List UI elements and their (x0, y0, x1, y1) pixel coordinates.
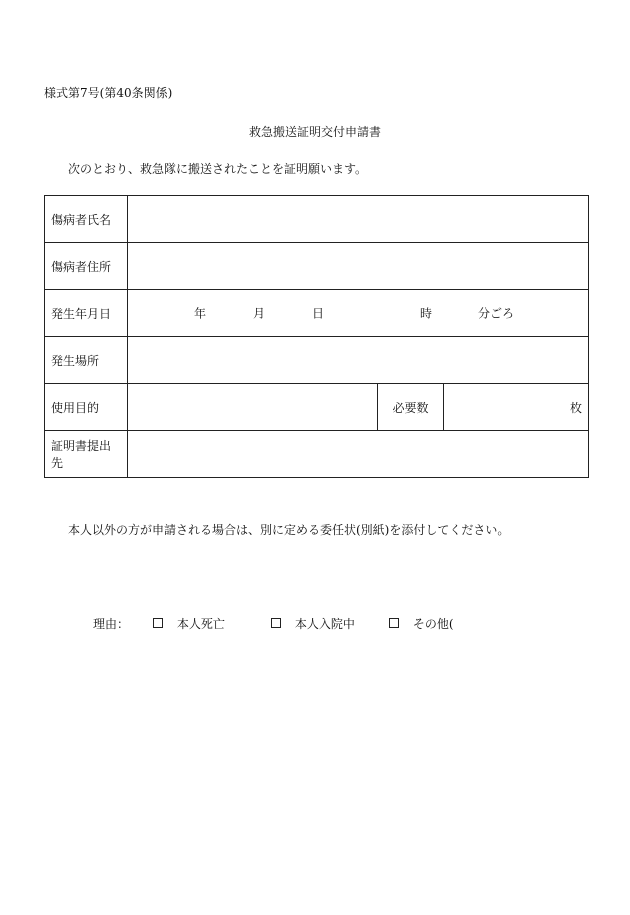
application-form-table (44, 195, 589, 478)
count-unit-label: 枚 (570, 400, 583, 415)
date-year-label: 年 (194, 306, 207, 321)
form-number: 様式第7号(第40条関係) (44, 86, 173, 100)
checkbox-other-icon[interactable] (389, 618, 399, 628)
row-occurrence-place (45, 337, 589, 384)
row-purpose (45, 384, 589, 431)
reason-option-hospitalized[interactable] (271, 615, 355, 632)
date-month-label: 月 (253, 306, 266, 321)
occurrence-date-field[interactable] (128, 290, 589, 337)
patient-address-field[interactable] (128, 243, 589, 290)
patient-address-label: 傷病者住所 (45, 243, 128, 290)
row-occurrence-date (45, 290, 589, 337)
date-day-label: 日 (312, 306, 325, 321)
patient-name-field[interactable] (128, 196, 589, 243)
intro-text: 次のとおり、救急隊に搬送されたことを証明願います。 (68, 162, 368, 176)
checkbox-deceased-icon[interactable] (153, 618, 163, 628)
document-title: 救急搬送証明交付申請書 (248, 125, 381, 139)
reason-option-other[interactable] (389, 615, 454, 632)
date-hour-label: 時 (420, 306, 433, 321)
proxy-note: 本人以外の方が申請される場合は、別に定める委任状(別紙)を添付してください。 (68, 523, 510, 537)
date-minute-label: 分ごろ (478, 306, 515, 321)
reason-option-label: その他( (412, 617, 454, 631)
reason-option-deceased[interactable] (153, 615, 225, 632)
row-submit-to (45, 431, 589, 478)
reason-option-label: 本人死亡 (176, 617, 225, 631)
purpose-field[interactable] (128, 384, 378, 431)
purpose-label: 使用目的 (45, 384, 128, 431)
reason-option-label: 本人入院中 (294, 617, 355, 631)
reason-label: 理由： (93, 617, 130, 631)
submit-to-field[interactable] (128, 431, 589, 478)
required-count-field[interactable] (444, 384, 589, 431)
checkbox-hospitalized-icon[interactable] (271, 618, 281, 628)
occurrence-date-label: 発生年月日 (45, 290, 128, 337)
occurrence-place-field[interactable] (128, 337, 589, 384)
row-patient-address (45, 243, 589, 290)
row-patient-name (45, 196, 589, 243)
occurrence-place-label: 発生場所 (45, 337, 128, 384)
required-count-label: 必要数 (378, 384, 444, 431)
submit-to-label: 証明書提出先 (45, 431, 128, 478)
patient-name-label: 傷病者氏名 (45, 196, 128, 243)
